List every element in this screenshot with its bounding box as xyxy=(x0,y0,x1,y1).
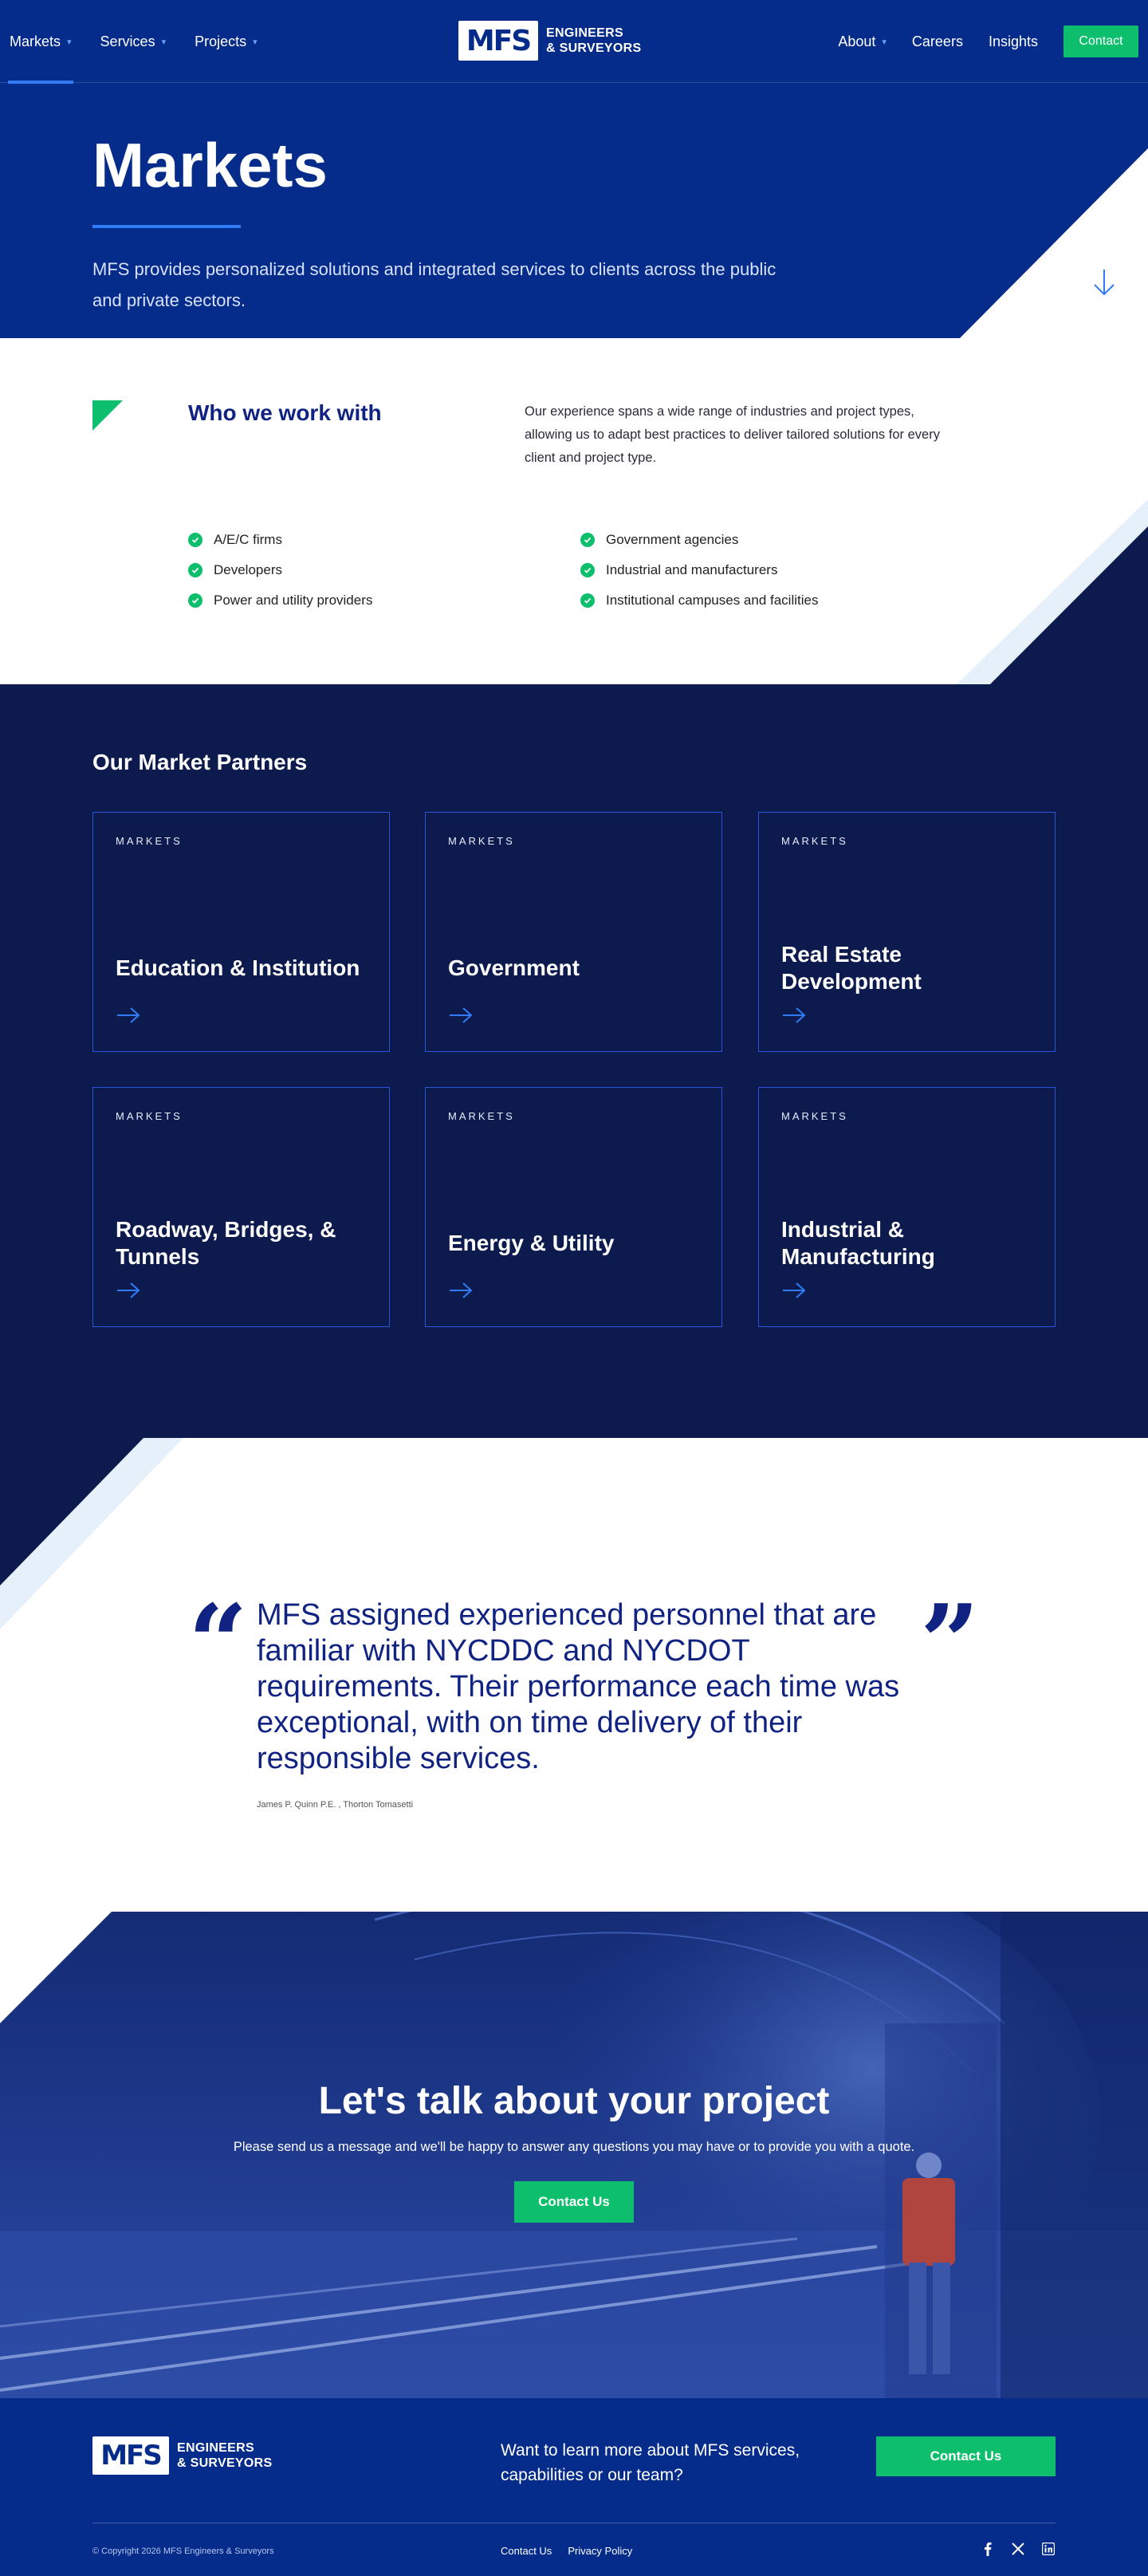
arrow-right-icon xyxy=(781,1281,807,1300)
list-item xyxy=(188,585,372,616)
nav-services-label: Services xyxy=(100,33,155,49)
cta-text: Please send us a message and we'll be happy to answer any questions you may have or to provide you with a quote. xyxy=(233,2140,915,2154)
card-title: Industrial & Manufacturing xyxy=(781,1217,935,1269)
card-label: MARKETS xyxy=(448,835,515,847)
client-list-1 xyxy=(188,525,372,616)
hero xyxy=(0,83,1148,338)
logo-mark-text: MFS xyxy=(100,2440,161,2472)
arrow-right-icon xyxy=(448,1281,474,1300)
nav-projects-label: Projects xyxy=(195,33,247,49)
footer-info: Want to learn more about MFS services, capabilities or our team? xyxy=(501,2441,800,2484)
logo-text xyxy=(177,2440,272,2471)
check-icon xyxy=(580,533,595,547)
card-title: Government xyxy=(448,955,580,980)
list-item-label: Institutional campuses and facilities xyxy=(606,593,819,608)
card-title: Real Estate Development xyxy=(781,942,922,994)
who-heading: Who we work with xyxy=(188,400,382,425)
card-title: Energy & Utility xyxy=(448,1231,615,1255)
logo-mark xyxy=(458,21,538,61)
cta-contact-button[interactable]: Contact Us xyxy=(514,2181,634,2223)
card-label: MARKETS xyxy=(781,835,848,847)
nav-services[interactable] xyxy=(100,0,167,83)
footer-logo[interactable] xyxy=(92,2436,272,2475)
logo-line1: ENGINEERS xyxy=(177,2441,254,2455)
card-label: MARKETS xyxy=(448,1110,515,1122)
list-item xyxy=(580,555,818,585)
chevron-down-icon: ▾ xyxy=(161,37,167,47)
title-underline xyxy=(92,225,241,228)
nav-right xyxy=(838,0,1138,83)
who-description: Our experience spans a wide range of industries and project types, allowing us to adapt best practices to deliver tailored solutions for every client and project type. xyxy=(525,404,940,465)
testimonial xyxy=(0,1438,1148,1912)
chevron-down-icon: ▾ xyxy=(882,37,887,47)
check-icon xyxy=(580,593,595,608)
quote-text: MFS assigned experienced personnel that are familiar with NYCDDC and NYCDOT requirements. Their performance each time was exceptional, with on time delivery of their responsible services. xyxy=(257,1598,900,1775)
card-label: MARKETS xyxy=(781,1110,848,1122)
card-label: MARKETS xyxy=(116,1110,183,1122)
diagonal-stripe xyxy=(957,499,1148,684)
nav-insights[interactable] xyxy=(989,0,1038,83)
market-card-government[interactable] xyxy=(425,812,722,1052)
list-item xyxy=(580,525,818,555)
social-links xyxy=(981,2542,1056,2556)
cta-section xyxy=(0,1912,1148,2398)
market-card-roadway[interactable] xyxy=(92,1087,390,1327)
tunnel-background-image xyxy=(0,1912,1148,2398)
arrow-right-icon xyxy=(116,1281,141,1300)
market-card-energy[interactable] xyxy=(425,1087,722,1327)
x-icon[interactable] xyxy=(1011,2542,1025,2556)
facebook-icon[interactable] xyxy=(981,2542,995,2556)
nav-markets-label: Markets xyxy=(10,33,61,49)
footer-link-privacy[interactable]: Privacy Policy xyxy=(568,2545,633,2557)
accent-triangle xyxy=(92,400,123,431)
footer-links xyxy=(501,2545,632,2557)
quote-open-icon: “ xyxy=(188,1581,248,1704)
arrow-right-icon xyxy=(116,1006,141,1025)
copyright: © Copyright 2026 MFS Engineers & Surveyors xyxy=(92,2546,274,2556)
list-item-label: A/E/C firms xyxy=(214,532,282,547)
card-title: Roadway, Bridges, & Tunnels xyxy=(116,1217,336,1269)
list-item-label: Power and utility providers xyxy=(214,593,373,608)
arrow-right-icon xyxy=(781,1006,807,1025)
list-item xyxy=(188,525,372,555)
check-icon xyxy=(188,593,202,608)
chevron-down-icon: ▾ xyxy=(67,37,72,47)
card-label: MARKETS xyxy=(116,835,183,847)
footer-contact-button[interactable]: Contact Us xyxy=(876,2436,1056,2476)
arrow-down-icon[interactable] xyxy=(1092,268,1116,297)
card-title: Education & Institution xyxy=(116,955,360,980)
logo-mark-text: MFS xyxy=(466,24,531,57)
page-title: Markets xyxy=(92,130,328,200)
cta-title: Let's talk about your project xyxy=(318,2080,830,2122)
logo[interactable] xyxy=(458,21,641,61)
nav-left xyxy=(10,0,258,83)
nav-markets[interactable] xyxy=(10,0,72,83)
hero-corner-shape xyxy=(960,148,1148,338)
quote-close-icon: ” xyxy=(920,1581,980,1704)
check-icon xyxy=(188,533,202,547)
logo-line2: & SURVEYORS xyxy=(177,2456,273,2470)
logo-line2: & SURVEYORS xyxy=(546,41,642,55)
market-card-industrial[interactable] xyxy=(758,1087,1056,1327)
list-item xyxy=(580,585,818,616)
check-icon xyxy=(188,563,202,577)
list-item-label: Industrial and manufacturers xyxy=(606,562,778,577)
check-icon xyxy=(580,563,595,577)
hero-subtitle: MFS provides personalized solutions and integrated services to clients across the public and private sectors. xyxy=(92,259,776,310)
list-item-label: Government agencies xyxy=(606,532,739,547)
footer xyxy=(0,2398,1148,2576)
nav-careers-label: Careers xyxy=(911,33,963,49)
nav-about[interactable] xyxy=(838,0,887,83)
footer-link-contact[interactable]: Contact Us xyxy=(501,2545,552,2557)
top-nav xyxy=(0,0,1148,83)
nav-about-label: About xyxy=(838,33,876,49)
who-we-work-with xyxy=(0,338,1148,684)
list-item-label: Developers xyxy=(214,562,282,577)
diagonal-stripe-left xyxy=(0,1438,183,1629)
market-partners xyxy=(0,684,1148,1438)
linkedin-icon[interactable] xyxy=(1041,2542,1056,2556)
market-card-education[interactable] xyxy=(92,812,390,1052)
nav-projects[interactable] xyxy=(195,0,258,83)
logo-text xyxy=(546,26,641,56)
nav-contact-button[interactable]: Contact xyxy=(1063,26,1138,57)
nav-insights-label: Insights xyxy=(988,33,1038,49)
market-card-real-estate[interactable] xyxy=(758,812,1056,1052)
chevron-down-icon: ▾ xyxy=(253,37,258,47)
list-item xyxy=(188,555,372,585)
arrow-right-icon xyxy=(448,1006,474,1025)
logo-mark xyxy=(92,2436,169,2475)
quote-attribution: James P. Quinn P.E. , Thorton Tomasetti xyxy=(257,1800,414,1810)
client-list-2 xyxy=(580,525,818,616)
logo-line1: ENGINEERS xyxy=(546,26,623,40)
nav-careers[interactable] xyxy=(912,0,963,83)
partners-heading: Our Market Partners xyxy=(92,750,308,774)
